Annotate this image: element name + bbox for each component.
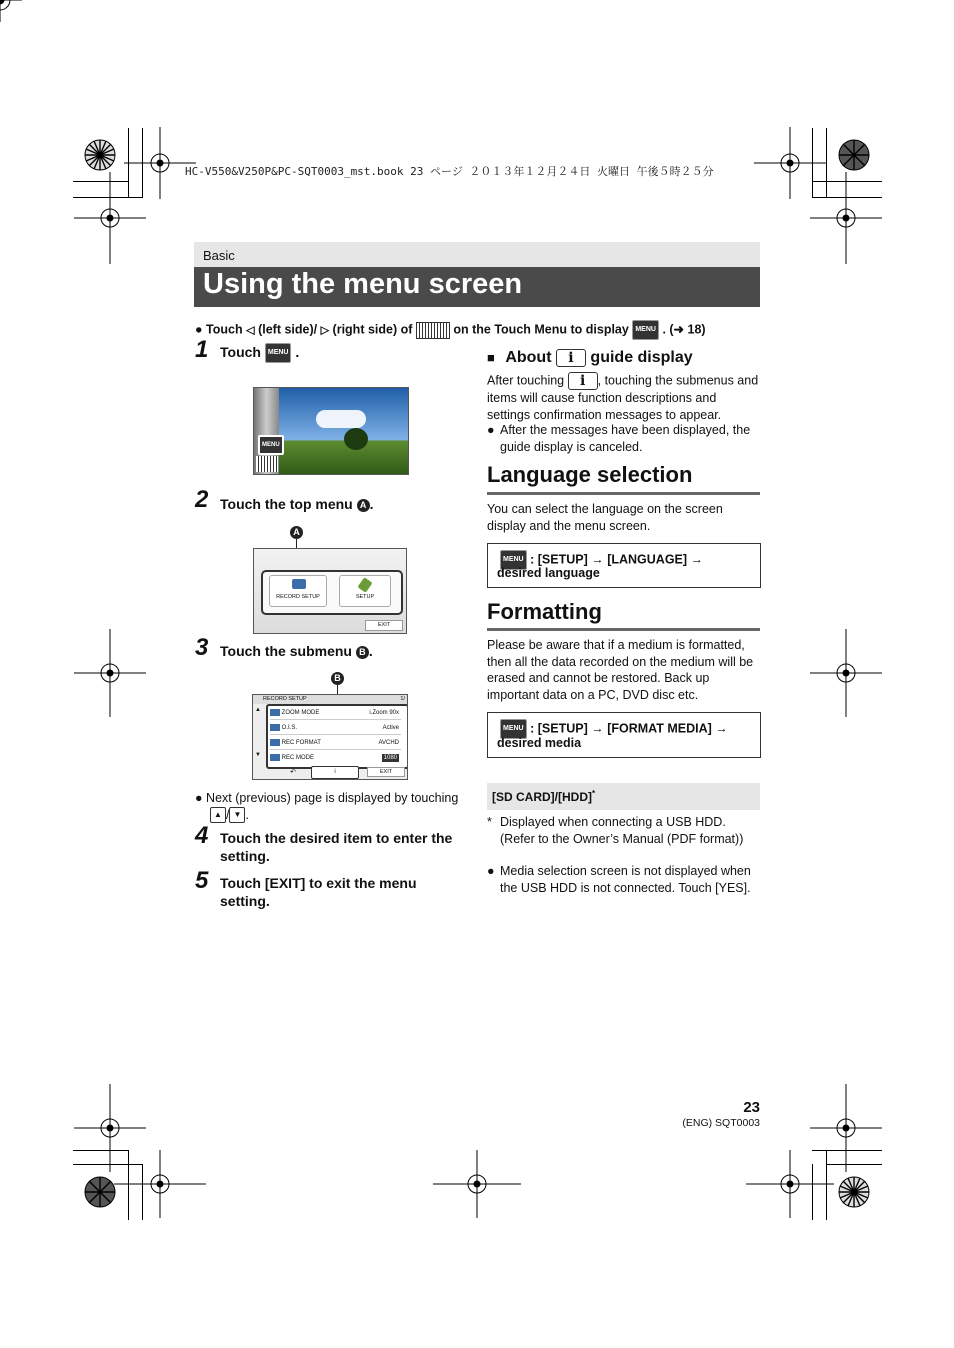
language-rule: [487, 492, 760, 495]
guide-bullet: [487, 422, 759, 455]
scroll-down-button[interactable]: ▼: [255, 752, 261, 758]
footnote-text: Displayed when connecting a USB HDD. (Refer to the Owner’s Manual (PDF format)): [500, 815, 744, 846]
guide-p1-post: , touching the submenus and items will cause function descriptions and settings confirmation messages to appear.: [487, 373, 759, 422]
triangle-left-icon: ◁: [246, 324, 255, 337]
menu-icon: MENU: [632, 320, 659, 340]
step-1-text: [220, 343, 299, 363]
section-bar: [194, 242, 760, 267]
submenu-row[interactable]: [270, 737, 401, 750]
screen-menu-button[interactable]: MENU: [258, 435, 284, 455]
info-icon: i: [568, 372, 598, 390]
next-note-end: .: [245, 807, 249, 822]
step-2-suffix: .: [369, 496, 374, 512]
touch-menu-bar-icon[interactable]: [256, 456, 278, 472]
step-1-label: Touch: [220, 344, 261, 360]
print-header: HC-V550&V250P&PC-SQT0003_mst.book 23 ページ ２０１３年１２月２４日 火曜日 午後５時２５分: [185, 165, 714, 178]
menu-icon: MENU: [500, 550, 527, 570]
row-value: i.Zoom 90x: [369, 710, 399, 716]
menu-icon: MENU: [500, 719, 527, 739]
formatting-path-1: : [SETUP] → [FORMAT MEDIA] →: [530, 721, 728, 736]
intro-left: (left side)/: [258, 322, 318, 337]
step-4-number: 4: [195, 822, 209, 849]
formatting-path-2: desired media: [497, 736, 582, 750]
record-setup-label: RECORD SETUP: [276, 594, 320, 600]
zoom-icon: [270, 709, 280, 716]
scroll-up-button[interactable]: ▲: [255, 707, 261, 713]
callout-b: B: [331, 672, 344, 685]
setup-label: SETUP: [355, 594, 375, 600]
step-2-text: [220, 495, 374, 513]
language-path-box: [487, 543, 761, 588]
intro-rest: on the Touch Menu to display: [453, 322, 629, 337]
language-path-1: : [SETUP] → [LANGUAGE] →: [530, 552, 704, 567]
exit-button[interactable]: EXIT: [367, 767, 405, 777]
step-1-number: 1: [195, 336, 209, 363]
next-page-note: ● Next (previous) page is displayed by touching ▲ / ▼ .: [195, 791, 459, 822]
top-menu-screen: [253, 548, 407, 634]
row-value: Active: [382, 725, 399, 731]
submenu-page: 1/: [400, 696, 405, 702]
arrow-down-icon: ▼: [229, 807, 245, 823]
step-1-suffix: .: [295, 344, 300, 360]
row-label: REC MODE: [281, 755, 315, 761]
submenu-row[interactable]: [270, 707, 401, 720]
submenu-header: [253, 695, 407, 704]
footer-code: (ENG) SQT0003: [682, 1117, 760, 1129]
section-label: Basic: [203, 248, 235, 263]
marker-a: A: [357, 499, 370, 512]
guide-heading-post: guide display: [590, 349, 693, 367]
guide-p1-pre: After touching: [487, 373, 565, 388]
touch-menu-bar-icon: [416, 322, 450, 339]
sd-star: *: [591, 789, 596, 798]
tree: [344, 428, 368, 450]
guide-paragraph: [487, 372, 759, 423]
bullet-icon: ●: [195, 791, 203, 805]
intro-line: [195, 320, 706, 340]
formatting-rule: [487, 628, 760, 631]
camera-icon: [292, 579, 306, 589]
info-icon: i: [556, 349, 586, 367]
step-2-number: 2: [195, 486, 209, 513]
rec-format-icon: [270, 739, 280, 746]
row-label: REC FORMAT: [281, 740, 321, 746]
step-5-text: Touch [EXIT] to exit the menu setting.: [220, 875, 417, 909]
submenu-row[interactable]: [270, 752, 401, 764]
step-3-suffix: .: [368, 643, 373, 659]
submenu-row[interactable]: [270, 722, 401, 735]
sd-label: [SD CARD]/[HDD]: [492, 790, 592, 804]
bullet-icon: ●: [195, 322, 203, 337]
guide-heading: [487, 349, 693, 367]
next-note-text: Next (previous) page is displayed by touching: [206, 791, 459, 805]
intro-ref: . (➜ 18): [662, 322, 706, 337]
footnote: [487, 814, 760, 847]
menu-icon: MENU: [265, 343, 292, 363]
intro-touch: Touch: [206, 322, 243, 337]
language-body: You can select the language on the screen display and the menu screen.: [487, 502, 723, 533]
bullet-icon: ●: [487, 864, 495, 878]
record-setup-tile[interactable]: [269, 575, 327, 607]
ois-icon: [270, 724, 280, 731]
return-button[interactable]: ↶: [290, 769, 296, 776]
formatting-heading: Formatting: [487, 599, 602, 624]
page-title: Using the menu screen: [203, 268, 523, 300]
callout-a: A: [290, 526, 303, 539]
formatting-bullet-text: Media selection screen is not displayed when the USB HDD is not connected. Touch [YES].: [500, 864, 751, 895]
footnote-star: *: [487, 815, 492, 829]
language-heading: Language selection: [487, 462, 693, 487]
formatting-body: Please be aware that if a medium is formatted, then all the data recorded on the medium will be erased and cannot be restored. Back up important data on a PC, DVD disc etc.: [487, 638, 754, 702]
submenu-screen: [252, 694, 408, 780]
row-label: ZOOM MODE: [281, 710, 320, 716]
camera-screen-1: [253, 387, 409, 475]
square-bullet-icon: ■: [487, 350, 495, 366]
guide-heading-pre: About: [505, 349, 552, 367]
triangle-right-icon: ▷: [320, 324, 330, 337]
bullet-icon: ●: [487, 423, 495, 437]
marker-b: B: [356, 646, 369, 659]
sd-card-hdd-label: [492, 789, 595, 804]
step-5-number: 5: [195, 867, 209, 894]
step-3-number: 3: [195, 634, 209, 661]
intro-right: (right side) of: [332, 322, 413, 337]
step-3-label: Touch the submenu: [220, 643, 352, 659]
step-3-text: [220, 642, 373, 660]
submenu-header-label: RECORD SETUP: [263, 696, 307, 702]
wrench-icon: [357, 577, 372, 593]
formatting-bullet: [487, 863, 760, 896]
row-value: 1080: [383, 755, 397, 761]
cloud: [316, 410, 366, 428]
step-2-label: Touch the top menu: [220, 496, 353, 512]
formatting-path-box: [487, 712, 761, 758]
row-label: O.I.S.: [281, 725, 298, 731]
setup-tile[interactable]: [339, 575, 391, 607]
language-path-2: desired language: [497, 566, 600, 580]
rec-mode-icon: [270, 754, 280, 761]
guide-bullet-text: After the messages have been displayed, the guide display is canceled.: [500, 423, 751, 454]
page-number: 23: [743, 1099, 760, 1116]
row-value: AVCHD: [378, 740, 399, 746]
info-button[interactable]: i: [311, 766, 359, 779]
exit-button[interactable]: EXIT: [365, 620, 403, 631]
arrow-up-icon: ▲: [210, 807, 226, 823]
step-4-text: Touch the desired item to enter the setting.: [220, 830, 453, 864]
